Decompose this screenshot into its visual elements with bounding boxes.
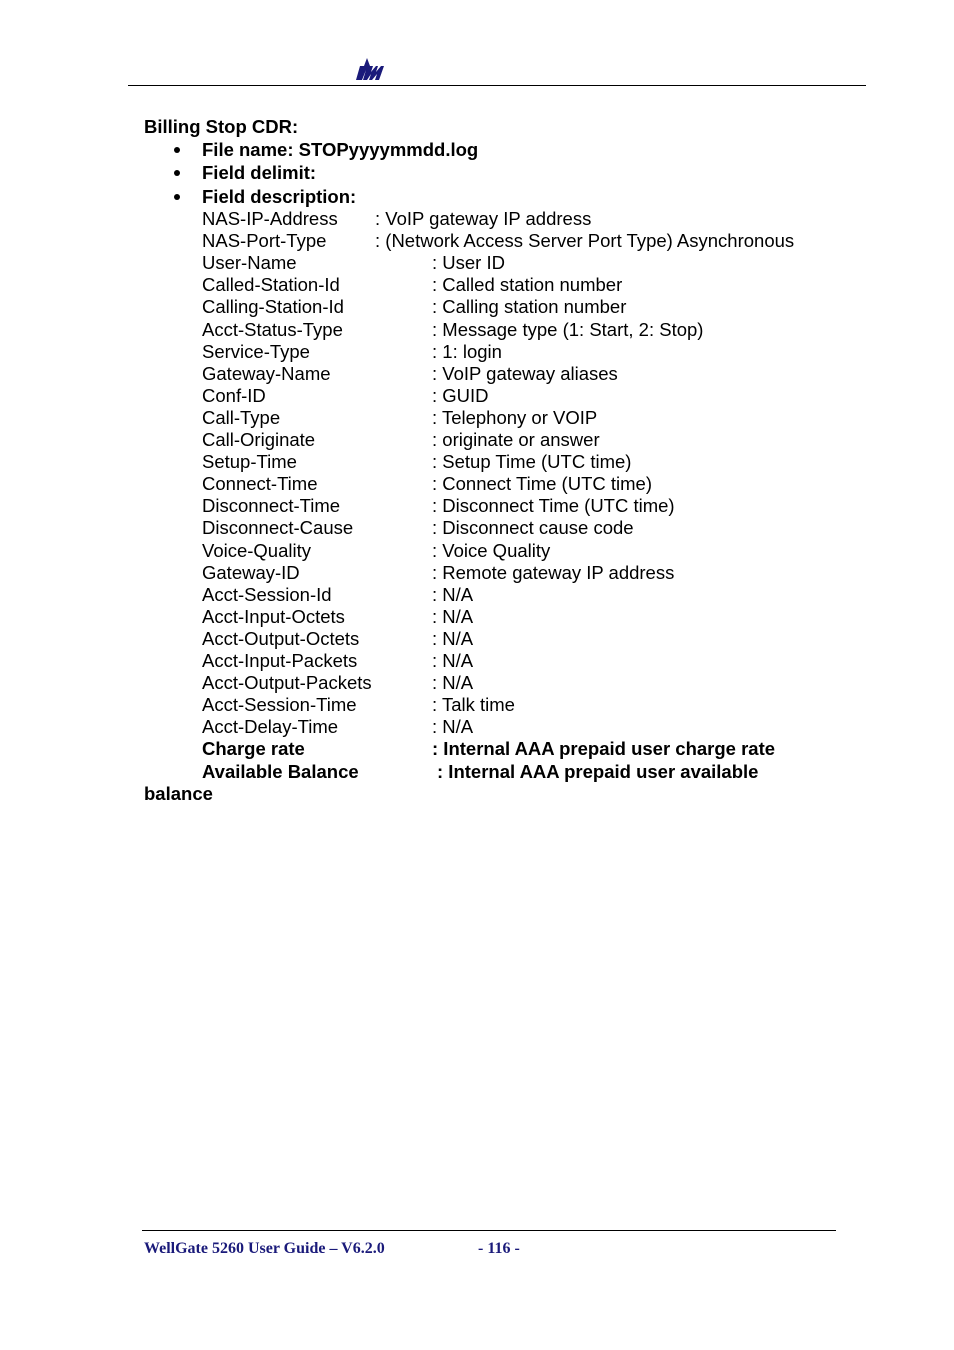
- field-name: Acct-Session-Time: [202, 694, 357, 716]
- field-name: Charge rate: [202, 738, 305, 760]
- field-name: Acct-Input-Octets: [202, 605, 345, 627]
- field-name: Call-Originate: [202, 429, 316, 450]
- field-description: : (Network Access Server Port Type) Asynchronous: [375, 230, 795, 252]
- field-name: Acct-Session-Id: [202, 583, 332, 605]
- field-description: : N/A: [432, 672, 474, 694]
- field-name: Disconnect-Cause: [202, 517, 354, 539]
- field-description: : Called station number: [432, 274, 623, 296]
- field-description: : User ID: [432, 252, 505, 274]
- field-name: Acct-Input-Packets: [202, 650, 358, 671]
- field-name: Gateway-Name: [202, 362, 331, 384]
- field-name: Available Balance: [202, 760, 359, 782]
- field-name: Calling-Station-Id: [202, 296, 344, 318]
- field-description: : Setup Time (UTC time): [432, 451, 632, 473]
- field-description: : originate or answer: [432, 429, 600, 450]
- field-description: : VoIP gateway aliases: [432, 362, 618, 384]
- bullet-field-description: Field description:: [202, 186, 357, 207]
- field-description: : VoIP gateway IP address: [375, 208, 592, 229]
- field-name: Gateway-ID: [202, 561, 300, 583]
- field-description: : Disconnect cause code: [432, 517, 634, 539]
- field-description: : Telephony or VOIP: [432, 406, 598, 428]
- field-description: : Internal AAA prepaid user charge rate: [432, 738, 776, 760]
- field-description: : GUID: [432, 384, 489, 406]
- bullet-dot-icon: [174, 139, 184, 161]
- field-description: : N/A: [432, 583, 474, 605]
- field-name: Acct-Delay-Time: [202, 716, 339, 738]
- field-name: User-Name: [202, 252, 297, 274]
- field-name: Conf-ID: [202, 384, 266, 406]
- company-logo-icon: [354, 56, 386, 82]
- header-divider: [128, 85, 866, 86]
- field-name: Acct-Status-Type: [202, 318, 343, 340]
- field-name: Service-Type: [202, 340, 310, 362]
- field-description: : Calling station number: [432, 296, 627, 318]
- field-name: Acct-Output-Octets: [202, 627, 360, 649]
- field-name: Called-Station-Id: [202, 274, 340, 296]
- field-description: : N/A: [432, 716, 474, 738]
- field-description: : Remote gateway IP address: [432, 561, 675, 583]
- bullet-field-delimit: Field delimit:: [202, 162, 317, 183]
- field-name: Disconnect-Time: [202, 495, 341, 517]
- wrapped-text: balance: [144, 783, 213, 804]
- field-name: Setup-Time: [202, 451, 297, 473]
- bullet-dot-icon: [174, 186, 184, 208]
- field-description: : Voice Quality: [432, 539, 551, 561]
- field-name: NAS-IP-Address: [202, 208, 338, 229]
- field-description: : N/A: [432, 650, 474, 671]
- field-description: : Disconnect Time (UTC time): [432, 495, 675, 517]
- field-description: : 1: login: [432, 340, 502, 362]
- field-description: : Talk time: [432, 694, 515, 716]
- field-description: : Internal AAA prepaid user available: [437, 760, 759, 782]
- field-name: Acct-Output-Packets: [202, 672, 372, 694]
- field-description: : N/A: [432, 605, 474, 627]
- field-description: : Message type (1: Start, 2: Stop): [432, 318, 704, 340]
- field-name: Connect-Time: [202, 473, 318, 495]
- field-description: : N/A: [432, 627, 474, 649]
- section-title: Billing Stop CDR:: [144, 116, 299, 137]
- footer-title: WellGate 5260 User Guide – V6.2.0: [144, 1240, 385, 1257]
- field-description: : Connect Time (UTC time): [432, 473, 652, 495]
- bullet-dot-icon: [174, 162, 184, 184]
- field-name: Call-Type: [202, 406, 281, 428]
- bullet-file-name: File name: STOPyyyymmdd.log: [202, 139, 479, 160]
- footer-divider: [142, 1230, 836, 1231]
- page-number: - 116 -: [478, 1240, 520, 1257]
- field-name: NAS-Port-Type: [202, 230, 327, 252]
- field-name: Voice-Quality: [202, 539, 311, 561]
